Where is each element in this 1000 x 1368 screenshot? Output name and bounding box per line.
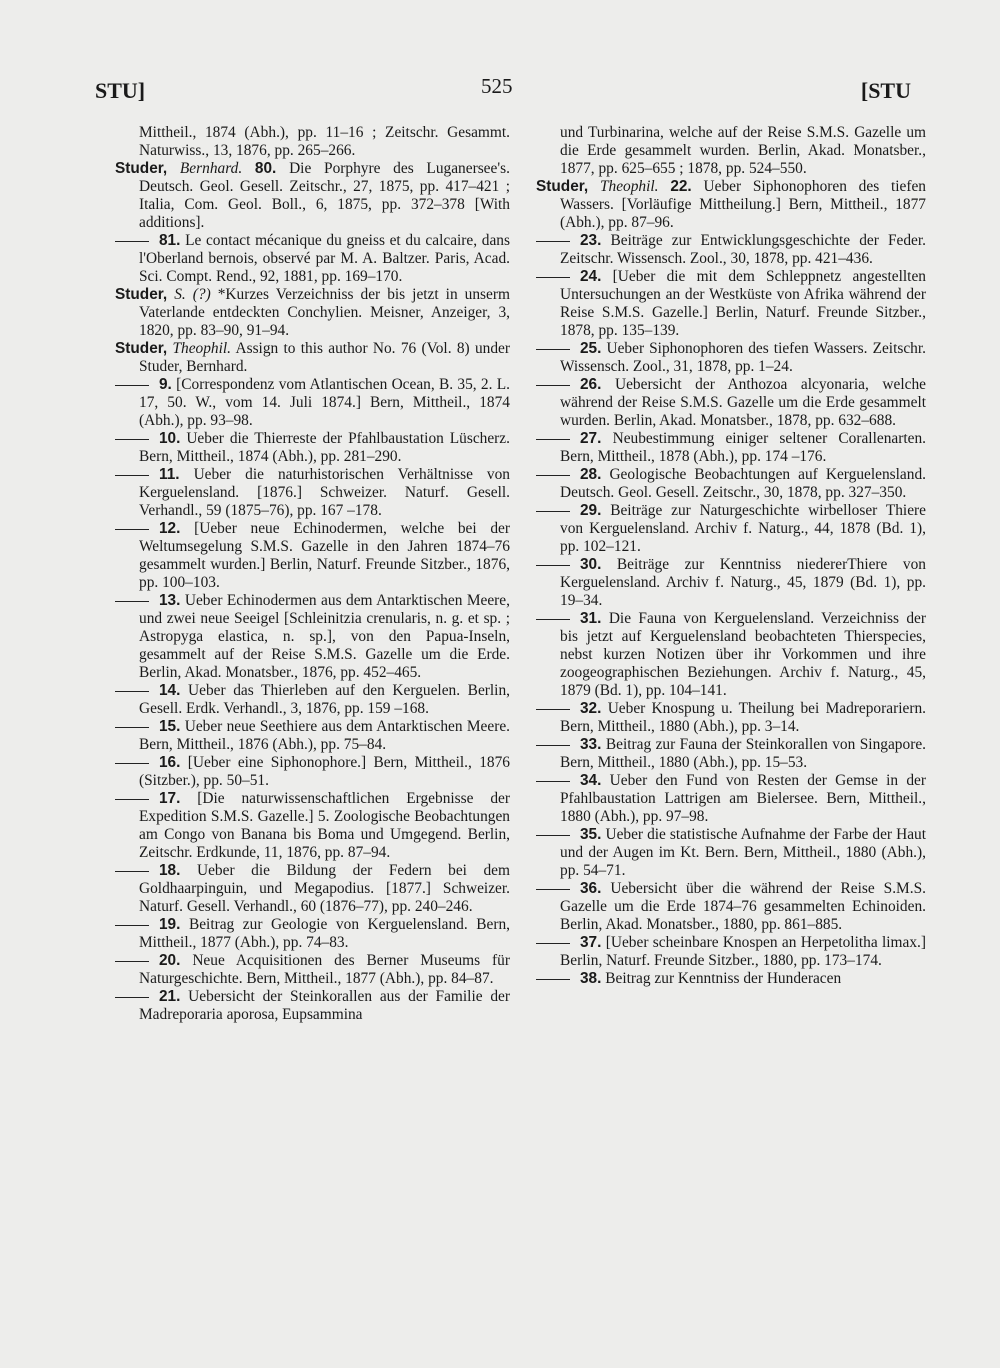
bibliography-entry: [536, 970, 926, 988]
bibliography-entry: [115, 376, 510, 430]
ditto-dash: [536, 475, 570, 476]
entry-number: 81.: [159, 232, 181, 249]
bibliography-entry: [115, 682, 510, 718]
entry-text: Beitrag zur Kenntniss der Hunderacen: [605, 970, 842, 987]
page-number: 525: [481, 74, 513, 98]
ditto-dash: [536, 439, 570, 440]
entry-number: 34.: [580, 772, 602, 789]
entry-text: Ueber die statistische Aufnahme der Farbe der Haut und der Augen im Kt. Bern. Bern, Mittheil., 1880 (Abh.), pp. 54–71.: [560, 826, 926, 879]
bibliography-entry: [115, 160, 510, 232]
bibliography-entry: [115, 124, 510, 160]
ditto-dash: [536, 385, 570, 386]
entry-number: 32.: [580, 700, 602, 717]
ditto-dash: [115, 691, 149, 692]
ditto-dash: [536, 745, 570, 746]
ditto-dash: [115, 529, 149, 530]
ditto-dash: [536, 619, 570, 620]
entry-number: 14.: [159, 682, 181, 699]
entry-number: 33.: [580, 736, 602, 753]
ditto-dash: [536, 835, 570, 836]
author-name: Studer,: [536, 178, 589, 195]
bibliography-entry: [536, 376, 926, 430]
entry-text: Uebersicht der Anthozoa alcyonaria, welche während der Reise S.M.S. Gazelle um die Erde gesammelt wurden. Berlin, Akad. Monatsber., 1878, pp. 632–688.: [560, 376, 926, 429]
ditto-dash: [115, 439, 149, 440]
entry-text: Die Fauna von Kerguelensland. Verzeichniss der bis jetzt auf Kerguelensland beobachteten Thierspecies, nebst kurzen Notizen über ihr Vorkommen und ihre zoogeographischen Beziehungen. Archiv f. Naturg., 45, 1879 (Bd. 1), pp. 104–141.: [560, 610, 926, 699]
bibliography-entry: [536, 466, 926, 502]
entry-text: [Correspondenz vom Atlantischen Ocean, B. 35, 2. L. 17, 50. W., vom 14. Juli 1874.] Bern, Mittheil., 1874 (Abh.), pp. 93–98.: [139, 376, 510, 429]
bibliography-entry: [115, 718, 510, 754]
entry-number: 16.: [159, 754, 181, 771]
entry-number: 38.: [580, 970, 602, 987]
bibliography-entry: [115, 340, 510, 376]
entry-text: Beitrag zur Fauna der Steinkorallen von Singapore. Bern, Mittheil., 1880 (Abh.), pp. 15–53.: [560, 736, 927, 771]
ditto-dash: [536, 709, 570, 710]
entry-text: Assign to this author No. 76 (Vol. 8) under Studer, Bernhard.: [139, 340, 510, 375]
bibliography-entry: [115, 232, 510, 286]
entry-text: Le contact mécanique du gneiss et du calcaire, dans l'Oberland bernois, observé par M. A. Baltzer. Paris, Acad. Sci. Compt. Rend., 92, 1881, pp. 169–170.: [139, 232, 510, 285]
entry-text: Uebersicht der Steinkorallen aus der Familie der Madreporaria aporosa, Eupsammina: [139, 988, 510, 1023]
entry-number: 19.: [159, 916, 181, 933]
entry-number: 24.: [580, 268, 602, 285]
entry-number: 28.: [580, 466, 602, 483]
entry-text: Neubestimmung einiger seltener Corallenarten. Bern, Mittheil., 1878 (Abh.), pp. 174 –176.: [560, 430, 926, 465]
ditto-dash: [115, 961, 149, 962]
bibliography-entry: [536, 934, 926, 970]
entry-text: Geologische Beobachtungen auf Kerguelensland. Deutsch. Geol. Gesell. Zeitschr., 30, 1878, pp. 327–350.: [560, 466, 926, 501]
bibliography-entry: [115, 790, 510, 862]
ditto-dash: [115, 871, 149, 872]
entry-number: 37.: [580, 934, 602, 951]
entry-number: 12.: [159, 520, 181, 537]
ditto-dash: [536, 241, 570, 242]
entry-text: Ueber neue Seethiere aus dem Antarktischen Meere. Bern, Mittheil., 1876 (Abh.), pp. 75–84.: [139, 718, 510, 753]
entry-text: Ueber den Fund von Resten der Gemse in der Pfahlbaustation Lattrigen am Bielersee. Bern, Mittheil., 1880 (Abh.), pp. 97–98.: [560, 772, 926, 825]
entry-text: Uebersicht über die während der Reise S.M.S. Gazelle um die Erde 1874–76 gesammelten Echinoiden. Berlin, Akad. Monatsber., 1880, pp. 861–885.: [560, 880, 926, 933]
bibliography-entry: [536, 124, 926, 178]
entry-text: [Ueber eine Siphonophore.] Bern, Mittheil., 1876 (Sitzber.), pp. 50–51.: [139, 754, 510, 789]
entry-number: 10.: [159, 430, 181, 447]
bibliography-entry: [115, 754, 510, 790]
bibliography-entry: [536, 772, 926, 826]
bibliography-entry: [536, 736, 926, 772]
bibliography-entry: [536, 178, 926, 232]
ditto-dash: [536, 565, 570, 566]
entry-number: 29.: [580, 502, 602, 519]
bibliography-entry: [115, 286, 510, 340]
ditto-dash: [115, 727, 149, 728]
bibliography-entry: [115, 862, 510, 916]
bibliography-entry: [115, 466, 510, 520]
entry-text: Ueber die Thierreste der Pfahlbaustation Lüscherz. Bern, Mittheil., 1874 (Abh.), pp. 281–290.: [139, 430, 510, 465]
entry-number: 22.: [670, 178, 692, 195]
bibliography-entry: [536, 430, 926, 466]
bibliography-entry: [115, 520, 510, 592]
ditto-dash: [115, 475, 149, 476]
bibliography-entry: [115, 988, 510, 1024]
author-forename: S. (?): [174, 286, 211, 303]
left-column: [115, 124, 510, 1024]
entry-text: [Ueber scheinbare Knospen an Herpetolitha limax.] Berlin, Naturf. Freunde Sitzber., 1880, pp. 173–174.: [560, 934, 926, 969]
ditto-dash: [115, 799, 149, 800]
entry-number: 23.: [580, 232, 602, 249]
bibliography-entry: [536, 556, 926, 610]
author-forename: Bernhard.: [179, 160, 243, 177]
entry-number: 11.: [159, 466, 180, 483]
entry-number: 18.: [159, 862, 181, 879]
entry-text: [Die naturwissenschaftlichen Ergebnisse der Expedition S.M.S. Gazelle.] 5. Zoologische Beobachtungen am Congo von Banana bis Boma und Umgegend. Berlin, Zeitschr. Erdkunde, 11, 1876, pp. 87–94.: [139, 790, 510, 861]
entry-text: Ueber das Thierleben auf den Kerguelen. Berlin, Gesell. Erdk. Verhandl., 3, 1876, pp. 159 –168.: [139, 682, 510, 717]
entry-text: Ueber Siphonophoren des tiefen Wassers. [Vorläufige Mittheilung.] Bern, Mittheil., 1877 (Abh.), pp. 87–96.: [560, 178, 926, 231]
entry-text: [Ueber neue Echinodermen, welche bei der Weltumsegelung S.M.S. Gazelle in den Jahren 1874–76 gesammelt wurden.] Berlin, Naturf. Freunde Sitzber., 1876, pp. 100–103.: [139, 520, 510, 591]
author-name: Studer,: [115, 286, 168, 303]
entry-text: Mittheil., 1874 (Abh.), pp. 11–16 ; Zeitschr. Gesammt. Naturwiss., 13, 1876, pp. 265–266.: [139, 124, 510, 159]
entry-text: Ueber Siphonophoren des tiefen Wassers. Zeitschr. Wissensch. Zool., 31, 1878, pp. 1–24.: [560, 340, 926, 375]
entry-number: 21.: [159, 988, 181, 1005]
entry-text: Beiträge zur Kenntniss niedererThiere von Kerguelensland. Archiv f. Naturg., 45, 1879 (Bd. 1), pp. 19–34.: [560, 556, 926, 609]
bibliography-entry: [536, 880, 926, 934]
entry-text: Ueber Echinodermen aus dem Antarktischen Meere, und zwei neue Seeigel [Schleinitzia crenularis, n. g. et sp. ; Astropyga elastica, n. sp.], von den Papua-Inseln, gesammelt auf der Reise S.M.S. Gazelle um die Erde. Berlin, Akad. Monatsber., 1876, pp. 452–465.: [139, 592, 510, 681]
entry-number: 27.: [580, 430, 602, 447]
ditto-dash: [536, 889, 570, 890]
entry-number: 13.: [159, 592, 181, 609]
header-right: [STU: [860, 78, 911, 103]
bibliography-entry: [536, 232, 926, 268]
entry-number: 25.: [580, 340, 602, 357]
entry-text: Ueber Knospung u. Theilung bei Madreporariern. Bern, Mittheil., 1880 (Abh.), pp. 3–14.: [560, 700, 926, 735]
author-forename: Theophil.: [599, 178, 659, 195]
author-forename: Theophil.: [172, 340, 232, 357]
bibliography-entry: [115, 952, 510, 988]
entry-number: 80.: [254, 160, 277, 177]
ditto-dash: [536, 781, 570, 782]
bibliography-entry: [115, 430, 510, 466]
bibliography-entry: [536, 610, 926, 700]
ditto-dash: [115, 925, 149, 926]
entry-number: 31.: [580, 610, 602, 627]
entry-text: Ueber die naturhistorischen Verhältnisse von Kerguelensland. [1876.] Schweizer. Naturf. Gesell. Verhandl., 59 (1875–76), pp. 167 –178.: [139, 466, 510, 519]
ditto-dash: [115, 601, 149, 602]
entry-number: 9.: [159, 376, 172, 393]
bibliography-entry: [115, 916, 510, 952]
running-header: [95, 72, 911, 112]
entry-text: Die Porphyre des Luganersee's. Deutsch. Geol. Gesell. Zeitschr., 27, 1875, pp. 417–421 ; Italia, Com. Geol. Boll., 6, 1875, pp. 372–378 [With additions].: [139, 160, 510, 231]
entry-text: Beiträge zur Entwicklungsgeschichte der Feder. Zeitschr. Wissensch. Zool., 30, 1878, pp. 421–436.: [560, 232, 926, 267]
right-column: [536, 124, 926, 988]
entry-text: *Kurzes Verzeichniss der bis jetzt in unserm Vaterlande entdeckten Conchylien. Meisner, Anzeiger, 3, 1820, pp. 83–90, 91–94.: [139, 286, 510, 339]
entry-number: 36.: [580, 880, 602, 897]
entry-text: Beitrag zur Geologie von Kerguelensland. Bern, Mittheil., 1877 (Abh.), pp. 74–83.: [139, 916, 510, 951]
entry-number: 26.: [580, 376, 602, 393]
entry-number: 15.: [159, 718, 181, 735]
entry-number: 30.: [580, 556, 602, 573]
entry-number: 20.: [159, 952, 181, 969]
author-name: Studer,: [115, 340, 168, 357]
entry-number: 17.: [159, 790, 181, 807]
bibliography-entry: [536, 340, 926, 376]
author-name: Studer,: [115, 160, 168, 177]
ditto-dash: [115, 763, 149, 764]
entry-text: Neue Acquisitionen des Berner Museums für Naturgeschichte. Bern, Mittheil., 1877 (Abh.), pp. 84–87.: [139, 952, 510, 987]
ditto-dash: [536, 511, 570, 512]
ditto-dash: [115, 385, 149, 386]
entry-number: 35.: [580, 826, 602, 843]
bibliography-entry: [536, 826, 926, 880]
ditto-dash: [115, 997, 149, 998]
entry-text: und Turbinarina, welche auf der Reise S.M.S. Gazelle um die Erde gesammelt wurden. Berlin, Akad. Monatsber., 1877, pp. 625–655 ; 1878, pp. 524–550.: [560, 124, 926, 177]
bibliography-entry: [536, 502, 926, 556]
ditto-dash: [115, 241, 149, 242]
entry-text: Ueber die Bildung der Federn bei dem Goldhaarpinguin, und Megapodius. [1877.] Schweizer. Naturf. Gesell. Verhandl., 60 (1876–77), pp. 240–246.: [139, 862, 510, 915]
ditto-dash: [536, 277, 570, 278]
bibliography-entry: [115, 592, 510, 682]
bibliography-entry: [536, 700, 926, 736]
ditto-dash: [536, 979, 570, 980]
bibliography-entry: [536, 268, 926, 340]
ditto-dash: [536, 349, 570, 350]
entry-text: [Ueber die mit dem Schleppnetz angestellten Untersuchungen an der Westküste von Afrika während der Reise S.M.S. Gazelle.] Berlin, Naturf. Freunde Sitzber., 1878, pp. 135–139.: [560, 268, 926, 339]
header-left: STU]: [95, 78, 146, 103]
entry-text: Beiträge zur Naturgeschichte wirbelloser Thiere von Kerguelensland. Archiv f. Naturg., 44, 1878 (Bd. 1), pp. 102–121.: [560, 502, 926, 555]
ditto-dash: [536, 943, 570, 944]
